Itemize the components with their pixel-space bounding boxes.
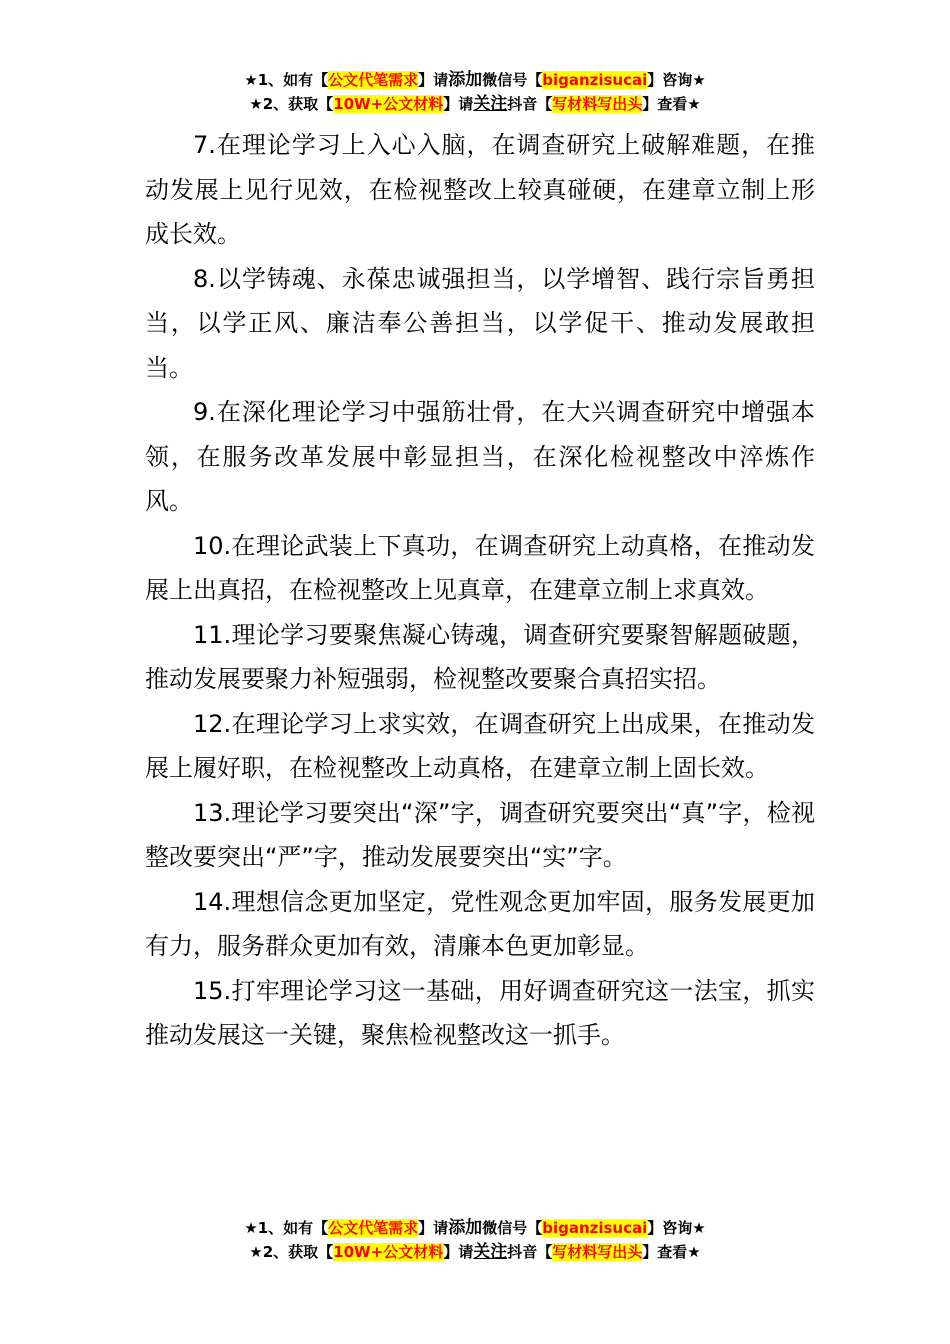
banner-line-2 [0,92,950,116]
banner-text: ★2、获取【 [249,1243,334,1261]
banner-text: 】请 [443,1243,474,1261]
banner-text: 】请 [418,71,449,89]
banner-text: ★1、如有【 [244,71,329,89]
banner-text: 微信号【 [482,71,543,89]
footer-banner [0,1216,950,1264]
paragraph-12: 12.在理论学习上求实效，在调查研究上出成果，在推动发展上履好职，在检视整改上动真格，在建章立制上固长效。 [145,709,815,782]
document-body [145,123,815,1058]
banner-text: ★1、如有【 [244,1219,329,1237]
highlight-service: 公文代笔需求 [328,71,419,89]
banner-text: 微信号【 [482,1219,543,1237]
highlight-materials: 10W+公文材料 [333,95,444,113]
banner-text: 】请 [418,1219,449,1237]
highlight-wechat-id: biganzisucai [542,1219,648,1237]
paragraph-7: 7.在理论学习上入心入脑，在调查研究上破解难题，在推动发展上见行见效，在检视整改上较真碰硬，在建章立制上形成长效。 [145,131,815,248]
highlight-service: 公文代笔需求 [328,1219,419,1237]
paragraph-14: 14.理想信念更加坚定，党性观念更加牢固，服务发展更加有力，服务群众更加有效，清廉本色更加彰显。 [145,887,815,960]
paragraph-10: 10.在理论武装上下真功，在调查研究上动真格，在推动发展上出真招，在检视整改上见真章，在建章立制上求真效。 [145,531,815,604]
banner-line-1 [0,68,950,92]
banner-line-1 [0,1216,950,1240]
highlight-douyin: 写材料写出头 [552,95,643,113]
banner-text: 抖音【 [507,1243,553,1261]
banner-text: 】查看★ [642,95,701,113]
header-banner [0,68,950,116]
banner-emphasis: 添加 [448,70,483,90]
banner-text: ★2、获取【 [249,95,334,113]
banner-emphasis: 添加 [448,1218,483,1238]
highlight-douyin: 写材料写出头 [552,1243,643,1261]
banner-emphasis: 关注 [473,94,508,114]
banner-text: 】咨询★ [647,1219,706,1237]
paragraph-8: 8.以学铸魂、永葆忠诚强担当，以学增智、践行宗旨勇担当，以学正风、廉洁奉公善担当，以学促干、推动发展敢担当。 [145,264,815,382]
banner-text: 】请 [443,95,474,113]
paragraph-13: 13.理论学习要突出“深”字，调查研究要突出“真”字，检视整改要突出“严”字，推动发展要突出“实”字。 [145,798,815,871]
banner-text: 】查看★ [642,1243,701,1261]
paragraph-11: 11.理论学习要聚焦凝心铸魂，调查研究要聚智解题破题，推动发展要聚力补短强弱，检视整改要聚合真招实招。 [145,620,815,693]
banner-text: 】咨询★ [647,71,706,89]
banner-emphasis: 关注 [473,1242,508,1262]
highlight-materials: 10W+公文材料 [333,1243,444,1261]
banner-line-2 [0,1240,950,1264]
paragraph-15: 15.打牢理论学习这一基础，用好调查研究这一法宝，抓实推动发展这一关键，聚焦检视整改这一抓手。 [145,976,815,1049]
highlight-wechat-id: biganzisucai [542,71,648,89]
banner-text: 抖音【 [507,95,553,113]
paragraph-9: 9.在深化理论学习中强筋壮骨，在大兴调查研究中增强本领，在服务改革发展中彰显担当，在深化检视整改中淬炼作风。 [145,398,815,515]
